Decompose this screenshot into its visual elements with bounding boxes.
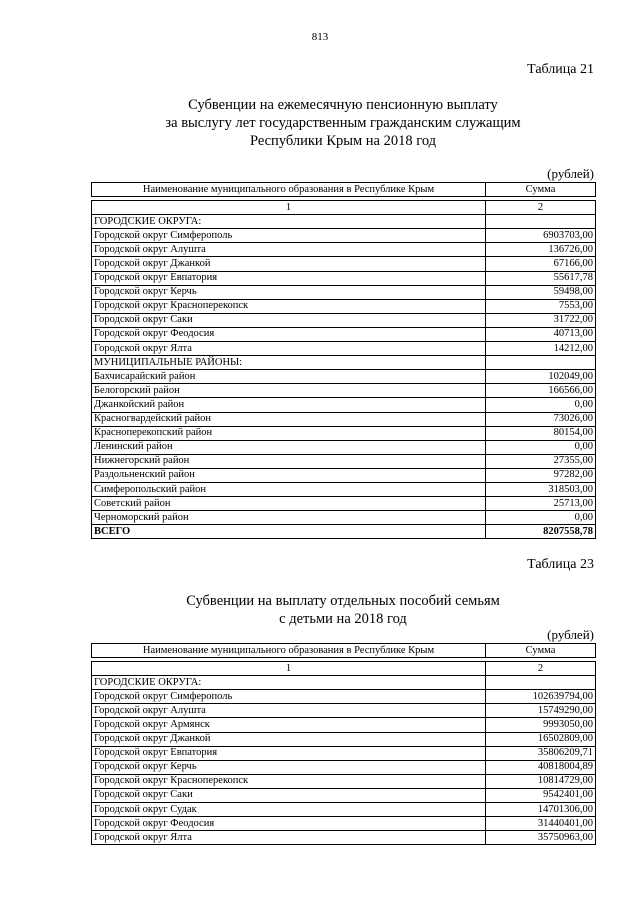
table-21-title-line-2: за выслугу лет государственным гражданским служащим — [165, 115, 521, 131]
row-name: Городской округ Армянск — [92, 718, 486, 732]
total-row — [92, 525, 596, 539]
row-name: Белогорский район — [92, 384, 486, 398]
row-name: Городской округ Евпатория — [92, 271, 486, 285]
row-sum: 318503,00 — [486, 482, 596, 496]
row-name: Городской округ Красноперекопск — [92, 774, 486, 788]
section-heading: ГОРОДСКИЕ ОКРУГА: — [92, 215, 486, 229]
column-number-row — [92, 662, 596, 676]
table-row — [92, 788, 596, 802]
row-sum: 0,00 — [486, 398, 596, 412]
row-sum: 31722,00 — [486, 313, 596, 327]
row-sum: 40713,00 — [486, 327, 596, 341]
row-sum: 9993050,00 — [486, 718, 596, 732]
table-row — [92, 704, 596, 718]
table-23-title-line-2: с детьми на 2018 год — [279, 611, 407, 627]
row-sum: 9542401,00 — [486, 788, 596, 802]
row-sum: 16502809,00 — [486, 732, 596, 746]
column-number-row — [92, 201, 596, 215]
row-name: Городской округ Симферополь — [92, 690, 486, 704]
table-row — [92, 313, 596, 327]
row-sum: 40818004,89 — [486, 760, 596, 774]
row-sum: 6903703,00 — [486, 229, 596, 243]
table-row — [92, 718, 596, 732]
table-21-title-line-3: Республики Крым на 2018 год — [249, 133, 437, 149]
row-name: Черноморский район — [92, 511, 486, 525]
table-row — [92, 229, 596, 243]
row-name: Городской округ Алушта — [92, 704, 486, 718]
table-21-label: Таблица 21 — [527, 62, 594, 77]
table-row — [92, 482, 596, 496]
table-header-row — [92, 183, 596, 197]
row-sum: 35806209,71 — [486, 746, 596, 760]
row-name: Симферопольский район — [92, 482, 486, 496]
table-row — [92, 732, 596, 746]
table-row — [92, 497, 596, 511]
table-row — [92, 299, 596, 313]
row-sum: 27355,00 — [486, 454, 596, 468]
row-name: Городской округ Судак — [92, 803, 486, 817]
row-name: Красноперекопский район — [92, 426, 486, 440]
column-number: 1 — [92, 662, 486, 676]
section-heading-row — [92, 215, 596, 229]
row-name: Городской округ Феодосия — [92, 817, 486, 831]
column-number: 1 — [92, 201, 486, 215]
table-row — [92, 817, 596, 831]
row-name: Городской округ Красноперекопск — [92, 299, 486, 313]
table-row — [92, 690, 596, 704]
table-row — [92, 412, 596, 426]
total-sum: 8207558,78 — [486, 525, 596, 539]
row-sum: 166566,00 — [486, 384, 596, 398]
row-name: Городской округ Саки — [92, 788, 486, 802]
row-name: Городской округ Ялта — [92, 831, 486, 845]
row-sum: 0,00 — [486, 440, 596, 454]
row-sum: 10814729,00 — [486, 774, 596, 788]
table-23 — [91, 643, 596, 845]
table-23-title — [92, 592, 594, 628]
column-header-sum: Сумма — [486, 183, 596, 197]
table-row — [92, 370, 596, 384]
table-21 — [91, 182, 596, 539]
table-row — [92, 454, 596, 468]
row-name: Красногвардейский район — [92, 412, 486, 426]
table-row — [92, 831, 596, 845]
page-number: 813 — [311, 31, 329, 43]
section-heading-row — [92, 676, 596, 690]
row-sum: 7553,00 — [486, 299, 596, 313]
table-23-units: (рублей) — [547, 627, 594, 642]
row-sum: 97282,00 — [486, 468, 596, 482]
row-sum: 67166,00 — [486, 257, 596, 271]
table-row — [92, 468, 596, 482]
row-name: Городской округ Симферополь — [92, 229, 486, 243]
section-heading-empty — [486, 356, 596, 370]
row-name: Нижнегорский район — [92, 454, 486, 468]
row-name: Бахчисарайский район — [92, 370, 486, 384]
table-row — [92, 746, 596, 760]
table-row — [92, 285, 596, 299]
section-heading-empty — [486, 676, 596, 690]
row-sum: 59498,00 — [486, 285, 596, 299]
row-sum: 0,00 — [486, 511, 596, 525]
row-name: Городской округ Феодосия — [92, 327, 486, 341]
row-name: Ленинский район — [92, 440, 486, 454]
row-sum: 80154,00 — [486, 426, 596, 440]
row-sum: 15749290,00 — [486, 704, 596, 718]
row-sum: 25713,00 — [486, 497, 596, 511]
section-heading-row — [92, 356, 596, 370]
row-sum: 14701306,00 — [486, 803, 596, 817]
column-header-name: Наименование муниципального образования в Республике Крым — [92, 644, 486, 658]
column-header-sum: Сумма — [486, 644, 596, 658]
table-21-title-line-1: Субвенции на ежемесячную пенсионную выплату — [188, 97, 498, 113]
row-sum: 73026,00 — [486, 412, 596, 426]
section-heading-empty — [486, 215, 596, 229]
row-name: Советский район — [92, 497, 486, 511]
column-number: 2 — [486, 201, 596, 215]
row-name: Городской округ Керчь — [92, 285, 486, 299]
row-name: Городской округ Керчь — [92, 760, 486, 774]
table-row — [92, 342, 596, 356]
table-row — [92, 426, 596, 440]
row-name: Раздольненский район — [92, 468, 486, 482]
section-heading: МУНИЦИПАЛЬНЫЕ РАЙОНЫ: — [92, 356, 486, 370]
table-row — [92, 760, 596, 774]
row-sum: 102639794,00 — [486, 690, 596, 704]
table-row — [92, 384, 596, 398]
row-name: Городской округ Ялта — [92, 342, 486, 356]
section-heading: ГОРОДСКИЕ ОКРУГА: — [92, 676, 486, 690]
row-name: Городской округ Евпатория — [92, 746, 486, 760]
table-21-units: (рублей) — [547, 166, 594, 181]
row-name: Городской округ Алушта — [92, 243, 486, 257]
table-row — [92, 257, 596, 271]
row-sum: 102049,00 — [486, 370, 596, 384]
row-name: Городской округ Джанкой — [92, 257, 486, 271]
table-row — [92, 243, 596, 257]
table-21-title — [92, 96, 594, 150]
table-row — [92, 271, 596, 285]
table-23-title-line-1: Субвенции на выплату отдельных пособий семьям — [186, 593, 500, 609]
table-header-row — [92, 644, 596, 658]
table-row — [92, 774, 596, 788]
column-header-name: Наименование муниципального образования в Республике Крым — [92, 183, 486, 197]
row-name: Джанкойский район — [92, 398, 486, 412]
total-label: ВСЕГО — [92, 525, 486, 539]
table-row — [92, 398, 596, 412]
row-sum: 136726,00 — [486, 243, 596, 257]
row-name: Городской округ Саки — [92, 313, 486, 327]
row-sum: 55617,78 — [486, 271, 596, 285]
row-sum: 14212,00 — [486, 342, 596, 356]
table-row — [92, 803, 596, 817]
row-sum: 31440401,00 — [486, 817, 596, 831]
column-number: 2 — [486, 662, 596, 676]
table-row — [92, 511, 596, 525]
row-sum: 35750963,00 — [486, 831, 596, 845]
table-row — [92, 327, 596, 341]
row-name: Городской округ Джанкой — [92, 732, 486, 746]
table-23-label: Таблица 23 — [527, 557, 594, 572]
table-row — [92, 440, 596, 454]
